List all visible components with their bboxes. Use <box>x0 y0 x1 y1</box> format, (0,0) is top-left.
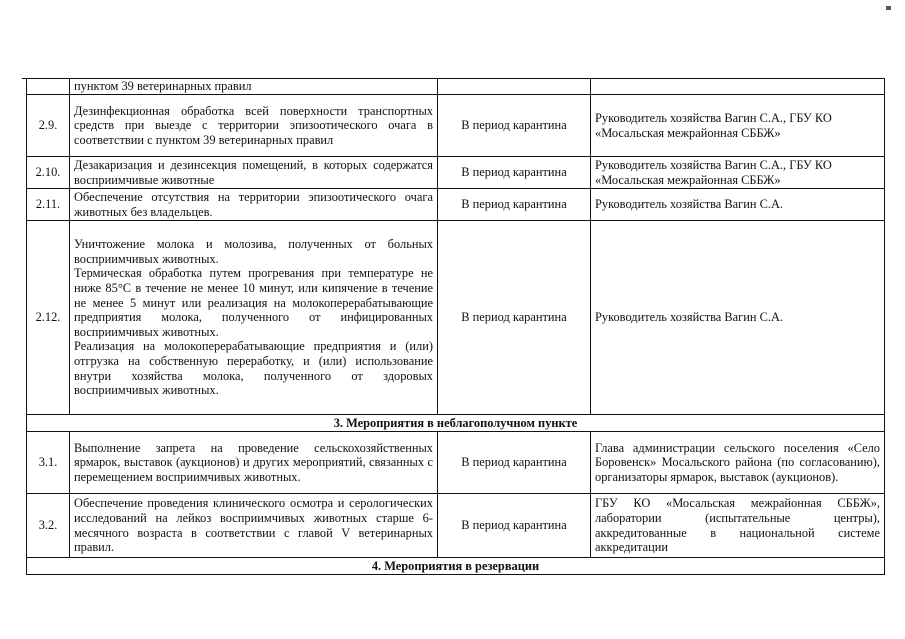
item-number: 2.11. <box>27 189 70 221</box>
responsible: ГБУ КО «Мосальская межрайонная СББЖ», лаборатории (испытательные центры), аккредитованные в национальной системе аккредитации <box>591 494 885 558</box>
measure-description: Дезинфекционная обработка всей поверхности транспортных средств при выезде с территории эпизоотического очага в соответствии с пунктом 39 ветеринарных правил <box>70 95 438 157</box>
section-title: 4. Мероприятия в резервации <box>27 558 885 575</box>
deadline: В период карантина <box>438 494 591 558</box>
table-row <box>27 95 885 157</box>
deadline: В период карантина <box>438 221 591 415</box>
deadline: В период карантина <box>438 189 591 221</box>
scan-mark <box>886 6 891 10</box>
section-title: 3. Мероприятия в неблагополучном пункте <box>27 415 885 432</box>
responsible <box>591 79 885 95</box>
item-number: 3.2. <box>27 494 70 558</box>
table-row <box>27 189 885 221</box>
item-number: 3.1. <box>27 432 70 494</box>
responsible: Руководитель хозяйства Вагин С.А., ГБУ КО «Мосальская межрайонная СББЖ» <box>591 95 885 157</box>
item-number: 2.9. <box>27 95 70 157</box>
measure-description: Обеспечение отсутствия на территории эпизоотического очага животных без владельцев. <box>70 189 438 221</box>
measure-description: Обеспечение проведения клинического осмотра и серологических исследований на лейкоз восприимчивых животных старше 6-месячного возраста в соответствии с главой V ветеринарных правил. <box>70 494 438 558</box>
measures-table <box>26 78 885 575</box>
deadline: В период карантина <box>438 157 591 189</box>
measure-description: пунктом 39 ветеринарных правил <box>70 79 438 95</box>
table-row <box>27 79 885 95</box>
responsible: Руководитель хозяйства Вагин С.А. <box>591 221 885 415</box>
item-number <box>27 79 70 95</box>
deadline: В период карантина <box>438 95 591 157</box>
responsible: Руководитель хозяйства Вагин С.А. <box>591 189 885 221</box>
measure-description: Уничтожение молока и молозива, полученных от больных восприимчивых животных. Термическая обработка путем прогревания при температуре не ниже 85°С в течение не менее 10 минут, или кипячение в течение не менее 5 минут или реализация на молокоперерабатывающие предприятия молока, полученного от инфицированных восприимчивых животных. Реализация на молокоперерабатывающие предприятия и (или) отгрузка на собственную переработку, и (или) использование внутри хозяйства молока, полученного от здоровых восприимчивых животных. <box>70 221 438 415</box>
table-row <box>27 221 885 415</box>
deadline <box>438 79 591 95</box>
responsible: Глава администрации сельского поселения «Село Боровенск» Мосальского района (по согласованию), организаторы ярмарок, выставок (аукционов). <box>591 432 885 494</box>
measure-description: Выполнение запрета на проведение сельскохозяйственных ярмарок, выставок (аукционов) и других мероприятий, связанных с перемещением восприимчивых животных. <box>70 432 438 494</box>
responsible: Руководитель хозяйства Вагин С.А., ГБУ КО «Мосальская межрайонная СББЖ» <box>591 157 885 189</box>
table-row <box>27 432 885 494</box>
table-row <box>27 157 885 189</box>
deadline: В период карантина <box>438 432 591 494</box>
section-header-row <box>27 558 885 575</box>
section-header-row <box>27 415 885 432</box>
table-row <box>27 494 885 558</box>
item-number: 2.12. <box>27 221 70 415</box>
item-number: 2.10. <box>27 157 70 189</box>
measure-description: Дезакаризация и дезинсекция помещений, в которых содержатся восприимчивые животные <box>70 157 438 189</box>
